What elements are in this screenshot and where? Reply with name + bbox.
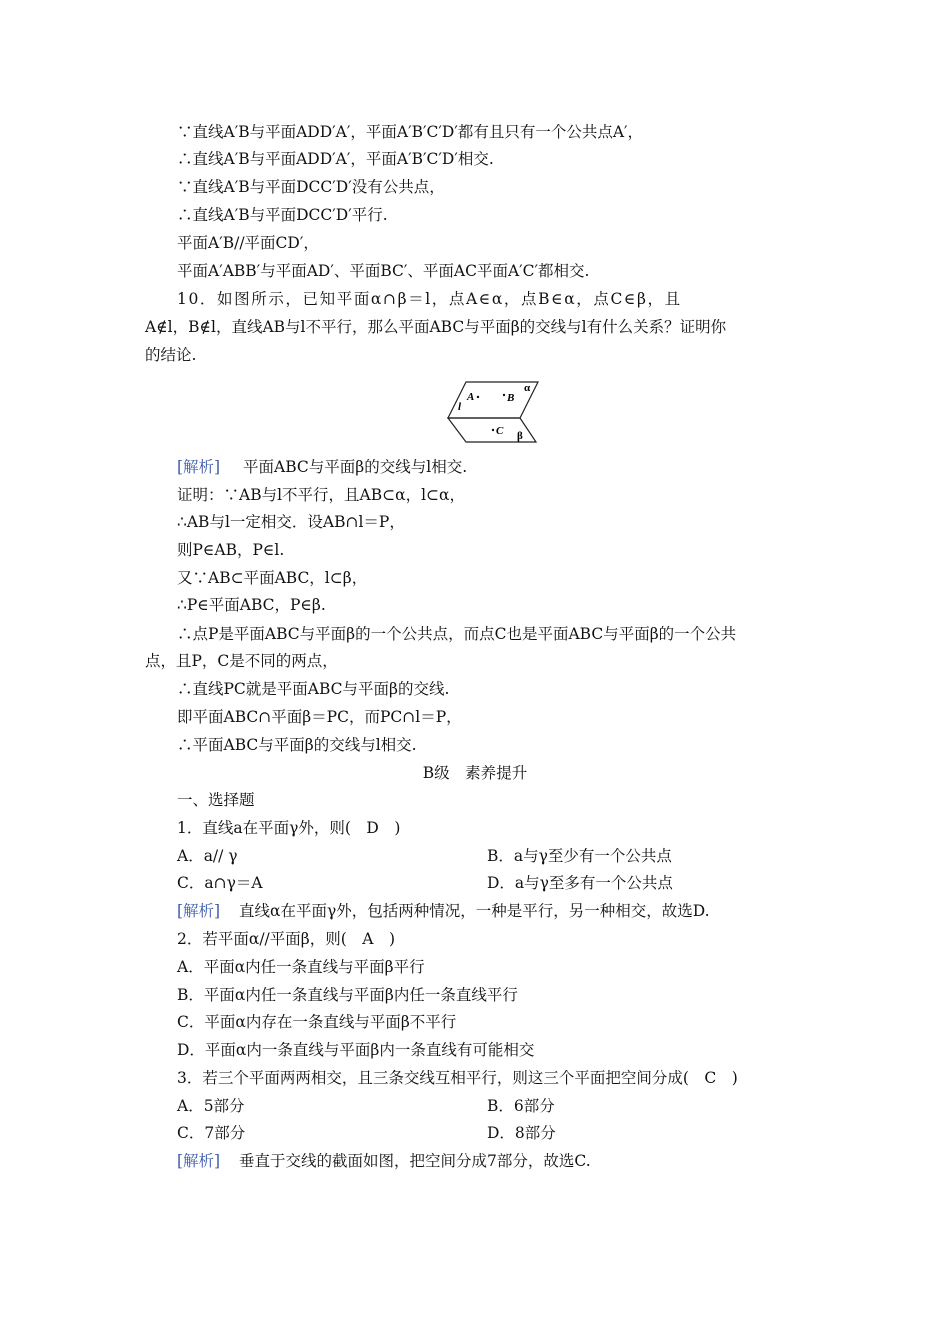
q3-explanation	[177, 1150, 591, 1172]
question-10-line-3: 的结论.	[145, 346, 197, 364]
figure-label-b: B	[507, 392, 515, 404]
part-title: 一、选择题	[177, 791, 255, 809]
proof-line-6: 平面A′ABB′与平面AD′、平面BC′、平面AC平面A′C′都相交.	[177, 262, 590, 280]
proof-line-2: ∴直线A′B与平面ADD′A′，平面A′B′C′D′相交.	[177, 150, 494, 168]
solution-10-line-5: ∴P∈平面ABC，P∈β.	[177, 596, 326, 614]
figure-label-l: l	[458, 401, 462, 413]
question-10-line-1: 10．如图所示，已知平面α∩β＝l，点A∈α，点B∈α，点C∈β，且	[177, 290, 682, 308]
q2-option-b: B．平面α内任一条直线与平面β内任一条直线平行	[177, 986, 518, 1004]
q3-explanation-text: 垂直于交线的截面如图，把空间分成7部分，故选C.	[239, 1152, 591, 1170]
solution-10-conclusion: 平面ABC与平面β的交线与l相交.	[243, 458, 468, 476]
question-10-line-2: A∉l，B∉l，直线AB与l不平行，那么平面ABC与平面β的交线与l有什么关系？证明你	[145, 318, 727, 336]
solution-10-line-10: ∴平面ABC与平面β的交线与l相交.	[177, 736, 417, 754]
figure-label-a: A	[467, 391, 475, 403]
solution-10-line-3: 则P∈AB，P∈l.	[177, 541, 285, 559]
q3-option-a: A．5部分	[177, 1097, 245, 1115]
q3-option-b: B．6部分	[487, 1097, 555, 1115]
q3-option-d: D．8部分	[487, 1124, 556, 1142]
solution-10-line-1: 证明：∵AB与l不平行，且AB⊂α，l⊂α，	[177, 486, 465, 504]
solution-10-line-9: 即平面ABC∩平面β＝PC，而PC∩l＝P，	[177, 708, 462, 726]
solution-10-line-4: 又∵AB⊂平面ABC，l⊂β，	[177, 569, 368, 587]
proof-line-3: ∵直线A′B与平面DCC′D′没有公共点，	[177, 178, 445, 196]
analysis-tag: [解析]	[177, 458, 221, 476]
solution-10-header	[177, 456, 467, 478]
q1-stem: 1．直线a在平面γ外，则( D )	[177, 819, 401, 837]
q1-option-c: C．a∩γ＝A	[177, 874, 263, 892]
analysis-tag: [解析]	[177, 1152, 221, 1170]
figure-label-alpha: α	[524, 382, 531, 394]
proof-line-4: ∴直线A′B与平面DCC′D′平行.	[177, 206, 388, 224]
figure-label-c: C	[496, 425, 504, 437]
solution-10-line-2: ∴AB与l一定相交．设AB∩l＝P，	[177, 513, 405, 531]
proof-line-5: 平面A′B//平面CD′，	[177, 234, 319, 252]
q3-stem: 3．若三个平面两两相交，且三条交线互相平行，则这三个平面把空间分成( C )	[177, 1069, 738, 1087]
solution-10-line-7: 点，且P，C是不同的两点，	[145, 652, 338, 670]
section-title: B级 素养提升	[422, 764, 528, 782]
q3-option-c: C．7部分	[177, 1124, 246, 1142]
q1-option-d: D．a与γ至多有一个公共点	[487, 874, 673, 892]
solution-10-line-6: ∴点P是平面ABC与平面β的一个公共点，而点C也是平面ABC与平面β的一个公共	[177, 625, 737, 643]
proof-line-1: ∵直线A′B与平面ADD′A′，平面A′B′C′D′都有且只有一个公共点A′，	[177, 123, 644, 141]
solution-10-line-8: ∴直线PC就是平面ABC与平面β的交线.	[177, 680, 450, 698]
q2-option-d: D．平面α内一条直线与平面β内一条直线有可能相交	[177, 1041, 535, 1059]
q1-explanation	[177, 900, 710, 922]
q1-option-b: B．a与γ至少有一个公共点	[487, 847, 672, 865]
figure-label-beta: β	[517, 430, 523, 442]
planes-figure	[440, 378, 540, 444]
q1-explanation-text: 直线α在平面γ外，包括两种情况，一种是平行，另一种相交，故选D.	[239, 902, 710, 920]
analysis-tag: [解析]	[177, 902, 221, 920]
q2-option-a: A．平面α内任一条直线与平面β平行	[177, 958, 425, 976]
q1-option-a: A．a// γ	[177, 847, 238, 865]
q2-option-c: C．平面α内存在一条直线与平面β不平行	[177, 1013, 457, 1031]
q2-stem: 2．若平面α//平面β，则( A )	[177, 930, 396, 948]
